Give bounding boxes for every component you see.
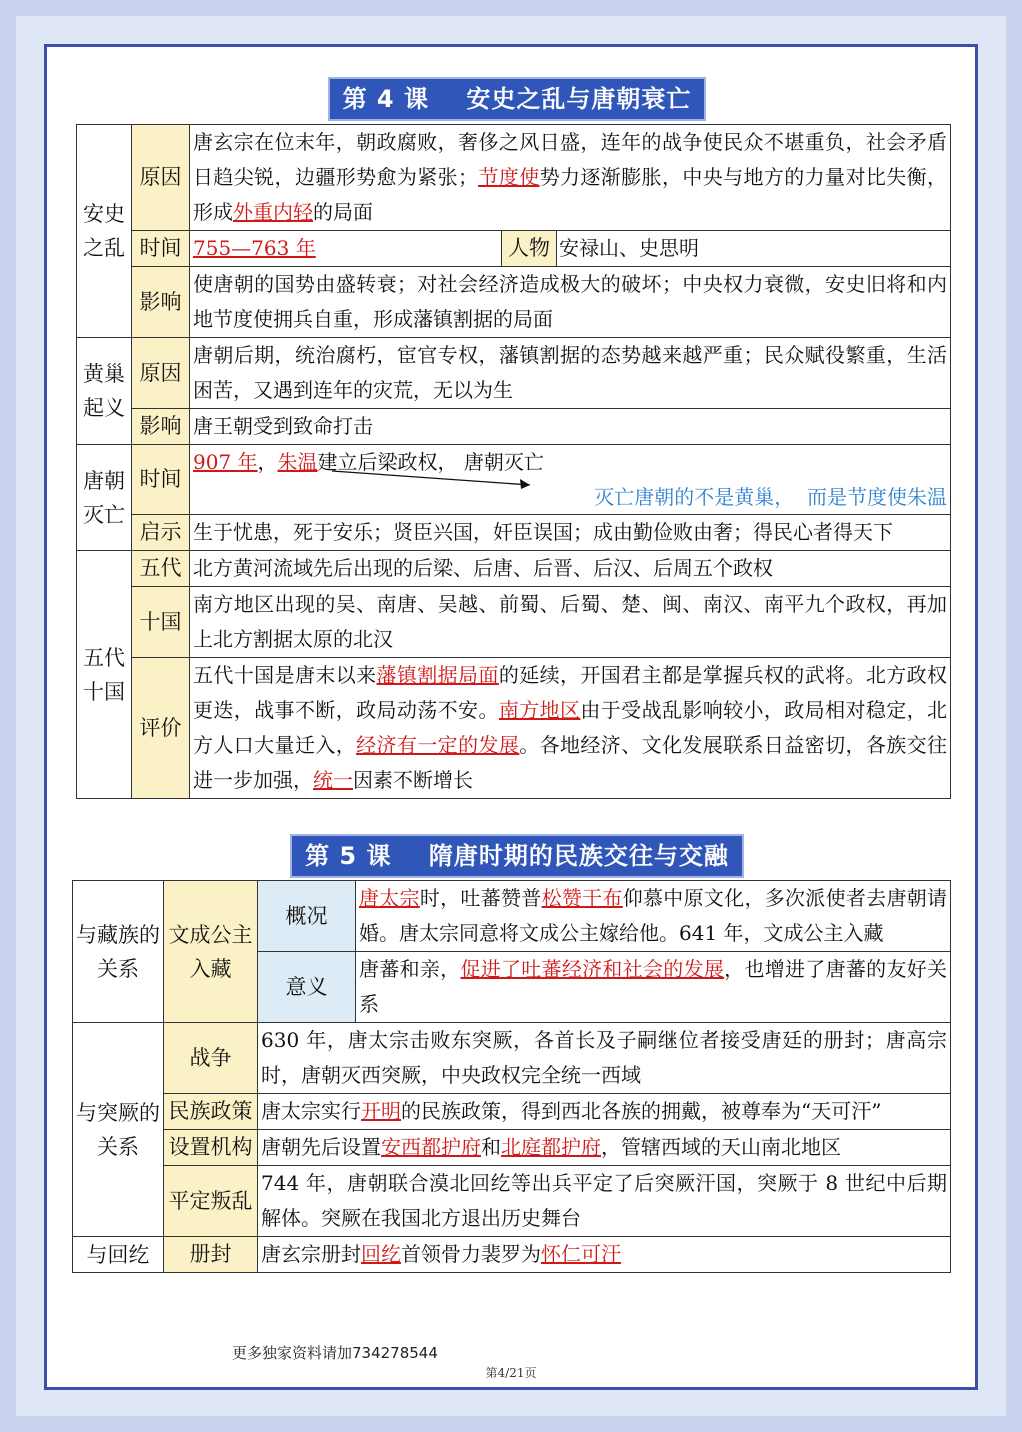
tubo-overview-label: 概况 (258, 881, 356, 952)
tujue-policy-row (73, 1094, 951, 1130)
tangfall-note: 灭亡唐朝的不是黄巢， 而是节度使朱温 (594, 485, 947, 509)
tujue-suppress-row (73, 1166, 951, 1237)
tangfall-time: 907 年，朱温建立后梁政权， 唐朝灭亡 灭亡唐朝的不是黄巢， 而是节度使朱温 (190, 445, 951, 515)
wudai-eval-label: 评价 (132, 658, 190, 799)
anshi-people-label: 人物 (502, 231, 557, 266)
anshi-impact: 使唐朝的国势由盛转衰；对社会经济造成极大的破坏；中央权力衰微，安史旧将和内地节度使拥兵自重，形成藩镇割据的局面 (190, 267, 951, 338)
tujue-org: 唐朝先后设置安西都护府和北庭都护府，管辖西域的天山南北地区 (258, 1130, 951, 1166)
tujue-policy-label: 民族政策 (164, 1094, 258, 1130)
wudai-eval-row (77, 658, 951, 799)
huihe-sub-label: 册封 (164, 1237, 258, 1273)
anshi-impact-label: 影响 (132, 267, 190, 338)
tujue-suppress-label: 平定叛乱 (164, 1166, 258, 1237)
anshi-label: 安史之乱 (77, 125, 132, 338)
tujue-war: 630 年，唐太宗击败东突厥，各首长及子嗣继位者接受唐廷的册封；唐高宗时，唐朝灭西突厥，中央政权完全统一西域 (258, 1023, 951, 1094)
huangchao-impact-row (77, 409, 951, 445)
wudai-row (77, 551, 951, 587)
wudai-label: 五代 (132, 551, 190, 587)
tangfall-lesson: 生于忧患，死于安乐；贤臣兴国，奸臣误国；成由勤俭败由奢；得民心者得天下 (190, 515, 951, 551)
anshi-impact-row (77, 267, 951, 338)
huangchao-impact: 唐王朝受到致命打击 (190, 409, 951, 445)
lesson5-title: 第 5 课 隋唐时期的民族交往与交融 (292, 836, 742, 876)
huihe-content: 唐玄宗册封回纥首领骨力裴罗为怀仁可汗 (258, 1237, 951, 1273)
tubo-overview-row (73, 881, 951, 952)
tujue-war-label: 战争 (164, 1023, 258, 1094)
huangchao-impact-label: 影响 (132, 409, 190, 445)
anshi-cause: 唐玄宗在位末年，朝政腐败，奢侈之风日盛，连年的战争使民众不堪重负，社会矛盾日趋尖锐，边疆形势愈为紧张；节度使势力逐渐膨胀，中央与地方的力量对比失衡，形成外重内轻的局面 (190, 125, 951, 231)
tujue-org-label: 设置机构 (164, 1130, 258, 1166)
shiguo-label: 十国 (132, 587, 190, 658)
lesson4-table (76, 124, 951, 799)
tujue-policy: 唐太宗实行开明的民族政策，得到西北各族的拥戴，被尊奉为“天可汗” (258, 1094, 951, 1130)
wudai-shiguo-label: 五代十国 (77, 551, 132, 799)
tangfall-time-row (77, 445, 951, 515)
lesson5-table (72, 880, 951, 1273)
tujue-war-row (73, 1023, 951, 1094)
tujue-suppress: 744 年，唐朝联合漠北回纥等出兵平定了后突厥汗国，突厥于 8 世纪中后期解体。突厥在我国北方退出历史舞台 (258, 1166, 951, 1237)
huangchao-label: 黄巢起义 (77, 338, 132, 445)
wudai-content: 北方黄河流域先后出现的后梁、后唐、后晋、后汉、后周五个政权 (190, 551, 951, 587)
promo-text: 更多独家资料请加734278544 (232, 1344, 438, 1362)
page-number: 第4/21页 (485, 1366, 537, 1380)
anshi-time: 755—763 年 (190, 231, 502, 266)
wencheng-label: 文成公主入藏 (164, 881, 258, 1023)
tubo-meaning: 唐蕃和亲，促进了吐蕃经济和社会的发展，也增进了唐蕃的友好关系 (356, 952, 951, 1023)
shiguo-row (77, 587, 951, 658)
tujue-org-row (73, 1130, 951, 1166)
lesson4-title: 第 4 课 安史之乱与唐朝衰亡 (330, 79, 704, 119)
anshi-cause-label: 原因 (132, 125, 190, 231)
shiguo-content: 南方地区出现的吴、南唐、吴越、前蜀、后蜀、楚、闽、南汉、南平九个政权，再加上北方割据太原的北汉 (190, 587, 951, 658)
tubo-meaning-label: 意义 (258, 952, 356, 1023)
huihe-label: 与回纥 (73, 1237, 164, 1273)
tubo-overview: 唐太宗时，吐蕃赞普松赞干布仰慕中原文化，多次派使者去唐朝请婚。唐太宗同意将文成公主嫁给他。641 年，文成公主入藏 (356, 881, 951, 952)
tangfall-lesson-row (77, 515, 951, 551)
anshi-people: 安禄山、史思明 (559, 236, 699, 260)
tangfall-lesson-label: 启示 (132, 515, 190, 551)
huangchao-cause-row (77, 338, 951, 409)
arrow-icon (330, 469, 540, 491)
huangchao-cause: 唐朝后期，统治腐朽，宦官专权，藩镇割据的态势越来越严重；民众赋役繁重，生活困苦，又遇到连年的灾荒，无以为生 (190, 338, 951, 409)
tangfall-label: 唐朝灭亡 (77, 445, 132, 551)
huangchao-cause-label: 原因 (132, 338, 190, 409)
anshi-time-row (77, 231, 951, 267)
anshi-cause-row (77, 125, 951, 231)
anshi-time-label: 时间 (132, 231, 190, 267)
wudai-eval: 五代十国是唐末以来藩镇割据局面的延续，开国君主都是掌握兵权的武将。北方政权更迭，战事不断，政局动荡不安。南方地区由于受战乱影响较小，政局相对稳定，北方人口大量迁入，经济有一定的发展。各地经济、文化发展联系日益密切，各族交往进一步加强，统一因素不断增长 (190, 658, 951, 799)
huihe-row (73, 1237, 951, 1273)
tangfall-time-label: 时间 (132, 445, 190, 515)
tujue-label: 与突厥的关系 (73, 1023, 164, 1237)
tubo-label: 与藏族的关系 (73, 881, 164, 1023)
